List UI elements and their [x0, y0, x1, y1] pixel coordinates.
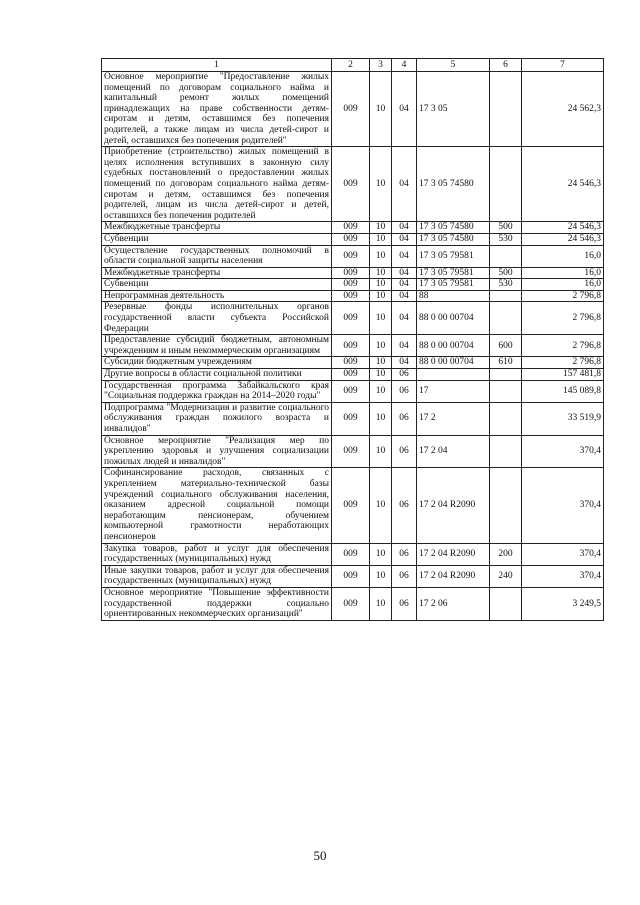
row-expense-type: [490, 587, 522, 620]
table-row: [102, 72, 604, 147]
row-section: 10: [370, 402, 392, 435]
row-subsection: 04: [392, 302, 417, 335]
row-ministry-code: 009: [332, 587, 370, 620]
row-description: Закупка товаров, работ и услуг для обеспечения государственных (муниципальных) нужд: [102, 543, 332, 565]
row-expense-type: [490, 468, 522, 543]
table-row: [102, 267, 604, 279]
row-ministry-code: 009: [332, 435, 370, 468]
row-amount: 16,0: [522, 279, 604, 291]
row-description: Приобретение (строительство) жилых помещений в целях исполнения вступивших в законную силу судебных постановлений о предоставлении жилых помещений по договорам социального найма детям-сиротам и детям, оставшимся без попечения родителей, лицам из числа детей-сирот и детей, оставшихся без попечения родителей: [102, 147, 332, 222]
row-amount: 145 089,8: [522, 380, 604, 402]
row-amount: 16,0: [522, 245, 604, 267]
column-header: 2: [332, 59, 370, 72]
row-section: 10: [370, 587, 392, 620]
table-row: [102, 279, 604, 291]
row-ministry-code: 009: [332, 565, 370, 587]
row-ministry-code: 009: [332, 233, 370, 245]
row-target-article: 88 0 00 00704: [417, 302, 490, 335]
row-expense-type: 500: [490, 222, 522, 234]
row-expense-type: 200: [490, 543, 522, 565]
row-section: 10: [370, 435, 392, 468]
row-description: Осуществление государственных полномочий в области социальной защиты населения: [102, 245, 332, 267]
row-amount: 370,4: [522, 468, 604, 543]
row-target-article: 17 3 05 79581: [417, 267, 490, 279]
row-section: 10: [370, 245, 392, 267]
row-section: 10: [370, 233, 392, 245]
row-ministry-code: 009: [332, 335, 370, 357]
table-row: [102, 435, 604, 468]
row-target-article: 88 0 00 00704: [417, 357, 490, 369]
row-ministry-code: 009: [332, 380, 370, 402]
row-description: Предоставление субсидий бюджетным, автономным учреждениям и иным некоммерческим организациям: [102, 335, 332, 357]
row-amount: 16,0: [522, 267, 604, 279]
row-ministry-code: 009: [332, 72, 370, 147]
row-subsection: 06: [392, 587, 417, 620]
row-description: Подпрограмма "Модернизация и развитие социального обслуживания граждан пожилого возраста и инвалидов": [102, 402, 332, 435]
column-header: 6: [490, 59, 522, 72]
row-amount: 3 249,5: [522, 587, 604, 620]
row-section: 10: [370, 357, 392, 369]
row-subsection: 06: [392, 468, 417, 543]
row-subsection: 06: [392, 369, 417, 381]
row-description: Основное мероприятие "Предоставление жилых помещений по договорам социального найма и капитальный ремонт жилых помещений принадлежащих на праве собственности детям-сиротам и детям, оставшимся без попечения родителей, а также лицам из числа детей-сирот и детей, оставшихся без попечения родителей": [102, 72, 332, 147]
row-ministry-code: 009: [332, 357, 370, 369]
row-subsection: 04: [392, 279, 417, 291]
column-header: 7: [522, 59, 604, 72]
row-amount: 2 796,8: [522, 357, 604, 369]
row-description: Основное мероприятие "Реализация мер по укреплению здоровья и улучшения социализации пожилых людей и инвалидов": [102, 435, 332, 468]
row-section: 10: [370, 147, 392, 222]
row-target-article: 17 3 05 74580: [417, 147, 490, 222]
table-row: [102, 357, 604, 369]
row-expense-type: [490, 369, 522, 381]
row-amount: 2 796,8: [522, 302, 604, 335]
row-section: 10: [370, 222, 392, 234]
row-section: 10: [370, 290, 392, 302]
row-subsection: 06: [392, 543, 417, 565]
row-amount: 24 546,3: [522, 222, 604, 234]
row-section: 10: [370, 267, 392, 279]
row-section: 10: [370, 72, 392, 147]
row-amount: 24 546,3: [522, 147, 604, 222]
table-row: [102, 468, 604, 543]
row-description: Межбюджетные трансферты: [102, 222, 332, 234]
table-row: [102, 147, 604, 222]
row-amount: 370,4: [522, 543, 604, 565]
row-expense-type: 610: [490, 357, 522, 369]
row-target-article: 17 3 05: [417, 72, 490, 147]
row-ministry-code: 009: [332, 245, 370, 267]
row-expense-type: 530: [490, 279, 522, 291]
row-section: 10: [370, 279, 392, 291]
row-description: Основное мероприятие "Повышение эффективности государственной поддержки социально ориентированных некоммерческих организаций": [102, 587, 332, 620]
row-section: 10: [370, 543, 392, 565]
row-section: 10: [370, 369, 392, 381]
row-expense-type: 240: [490, 565, 522, 587]
row-subsection: 06: [392, 565, 417, 587]
row-expense-type: [490, 72, 522, 147]
row-target-article: 17 2 04 R2090: [417, 565, 490, 587]
column-header: 1: [102, 59, 332, 72]
row-amount: 370,4: [522, 435, 604, 468]
row-ministry-code: 009: [332, 369, 370, 381]
row-expense-type: [490, 402, 522, 435]
table-row: [102, 335, 604, 357]
row-expense-type: 500: [490, 267, 522, 279]
row-ministry-code: 009: [332, 267, 370, 279]
page-number: 50: [313, 848, 327, 863]
row-section: 10: [370, 335, 392, 357]
row-ministry-code: 009: [332, 468, 370, 543]
row-subsection: 04: [392, 290, 417, 302]
row-target-article: 88: [417, 290, 490, 302]
row-amount: 2 796,8: [522, 290, 604, 302]
row-section: 10: [370, 380, 392, 402]
row-ministry-code: 009: [332, 302, 370, 335]
row-target-article: 17 3 05 79581: [417, 279, 490, 291]
table-row: [102, 245, 604, 267]
table-header-row: [102, 59, 604, 72]
column-header: 4: [392, 59, 417, 72]
row-description: Государственная программа Забайкальского края "Социальная поддержка граждан на 2014–2020 годы": [102, 380, 332, 402]
row-subsection: 06: [392, 380, 417, 402]
row-amount: 33 519,9: [522, 402, 604, 435]
table-row: [102, 587, 604, 620]
row-subsection: 04: [392, 267, 417, 279]
table-row: [102, 543, 604, 565]
table-row: [102, 565, 604, 587]
row-description: Межбюджетные трансферты: [102, 267, 332, 279]
row-description: Непрограммная деятельность: [102, 290, 332, 302]
row-target-article: 17 3 05 79581: [417, 245, 490, 267]
row-expense-type: [490, 290, 522, 302]
row-ministry-code: 009: [332, 222, 370, 234]
row-subsection: 04: [392, 233, 417, 245]
column-header: 5: [417, 59, 490, 72]
row-ministry-code: 009: [332, 147, 370, 222]
table-row: [102, 302, 604, 335]
row-expense-type: 600: [490, 335, 522, 357]
row-target-article: 17 2 04: [417, 435, 490, 468]
row-description: Иные закупки товаров, работ и услуг для обеспечения государственных (муниципальных) нужд: [102, 565, 332, 587]
row-description: Резервные фонды исполнительных органов государственной власти субъекта Российской Федерации: [102, 302, 332, 335]
row-description: Субвенции: [102, 279, 332, 291]
row-expense-type: [490, 302, 522, 335]
row-target-article: 17 3 05 74580: [417, 222, 490, 234]
row-section: 10: [370, 302, 392, 335]
table-row: [102, 233, 604, 245]
row-target-article: 17 2 04 R2090: [417, 543, 490, 565]
table-row: [102, 369, 604, 381]
row-subsection: 04: [392, 245, 417, 267]
row-target-article: [417, 369, 490, 381]
row-expense-type: [490, 245, 522, 267]
table-row: [102, 222, 604, 234]
table-row: [102, 290, 604, 302]
row-subsection: 04: [392, 147, 417, 222]
row-ministry-code: 009: [332, 279, 370, 291]
row-ministry-code: 009: [332, 543, 370, 565]
table-row: [102, 402, 604, 435]
row-ministry-code: 009: [332, 402, 370, 435]
row-description: Софинансирование расходов, связанных с укреплением материально-технической базы учреждений социального обслуживания населения, оказанием адресной социальной помощи неработающим пенсионерам, обучением компьютерной грамотности неработающих пенсионеров: [102, 468, 332, 543]
row-description: Субвенции: [102, 233, 332, 245]
row-subsection: 04: [392, 222, 417, 234]
row-target-article: 17 2 06: [417, 587, 490, 620]
row-description: Субсидии бюджетным учреждениям: [102, 357, 332, 369]
row-amount: 24 562,3: [522, 72, 604, 147]
row-subsection: 06: [392, 435, 417, 468]
row-expense-type: [490, 435, 522, 468]
row-section: 10: [370, 565, 392, 587]
row-expense-type: [490, 380, 522, 402]
row-expense-type: [490, 147, 522, 222]
row-subsection: 04: [392, 335, 417, 357]
row-target-article: 17 2 04 R2090: [417, 468, 490, 543]
row-amount: 2 796,8: [522, 335, 604, 357]
row-subsection: 06: [392, 402, 417, 435]
row-target-article: 17 3 05 74580: [417, 233, 490, 245]
row-amount: 157 481,8: [522, 369, 604, 381]
row-target-article: 17: [417, 380, 490, 402]
row-amount: 24 546,3: [522, 233, 604, 245]
row-subsection: 04: [392, 72, 417, 147]
row-description: Другие вопросы в области социальной политики: [102, 369, 332, 381]
column-header: 3: [370, 59, 392, 72]
row-target-article: 88 0 00 00704: [417, 335, 490, 357]
row-section: 10: [370, 468, 392, 543]
row-target-article: 17 2: [417, 402, 490, 435]
row-amount: 370,4: [522, 565, 604, 587]
row-expense-type: 530: [490, 233, 522, 245]
row-ministry-code: 009: [332, 290, 370, 302]
row-subsection: 04: [392, 357, 417, 369]
table-row: [102, 380, 604, 402]
budget-table: [101, 58, 604, 621]
